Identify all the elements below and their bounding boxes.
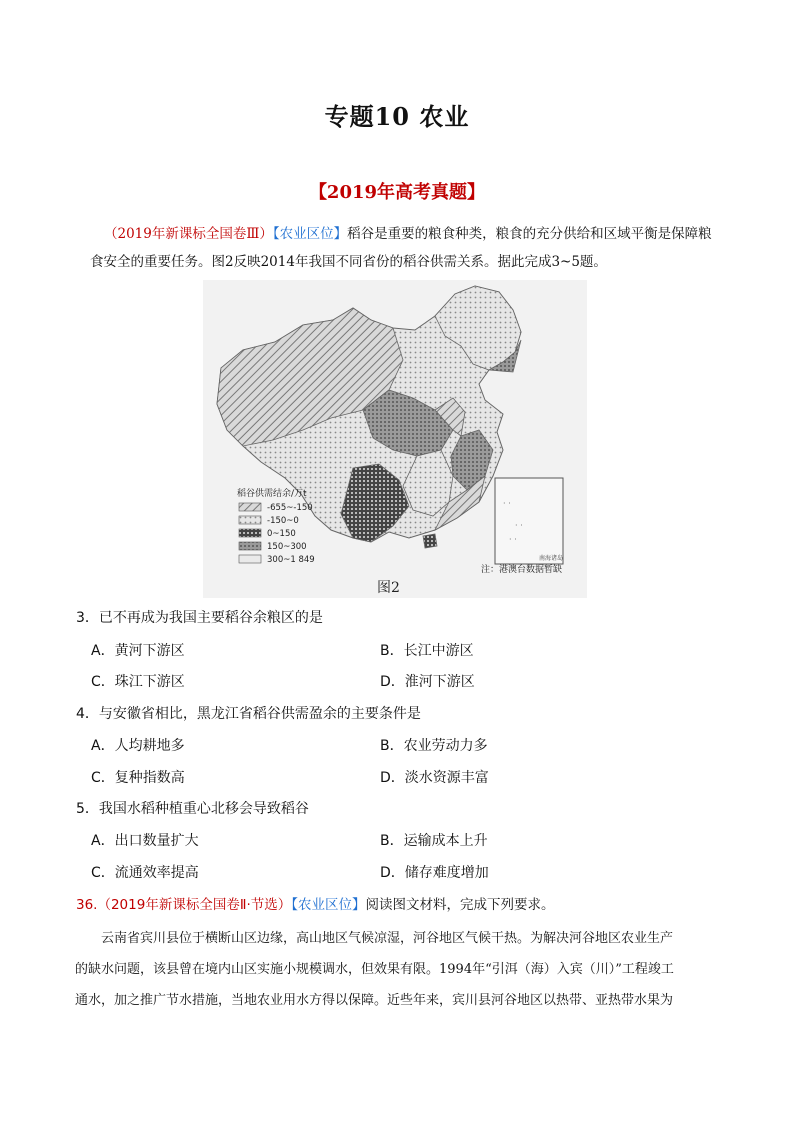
q36-source: 36.（2019年新课标全国卷Ⅱ·节选） <box>76 897 292 913</box>
q4-option-a[interactable]: A．人均耕地多 <box>91 738 185 754</box>
legend-item: -150~0 <box>267 516 299 526</box>
q5-option-c[interactable]: C．流通效率提高 <box>91 865 199 881</box>
china-rice-map-figure <box>203 280 587 598</box>
map-note: 注：港澳台数据暂缺 <box>481 565 563 575</box>
q3-option-c[interactable]: C．珠江下游区 <box>91 674 185 690</box>
legend-title: 稻谷供需结余/万t <box>237 489 307 499</box>
passage-line: 云南省宾川县位于横断山区边缘，高山地区气候凉湿，河谷地区气候干热。为解决河谷地区农业生产 <box>101 931 674 946</box>
q36-tag: 【农业区位】 <box>291 897 366 913</box>
q4-option-c[interactable]: C．复种指数高 <box>91 770 185 786</box>
q36-text: 阅读图文材料，完成下列要求。 <box>365 897 555 913</box>
figure-caption: 图2 <box>377 580 400 596</box>
svg-text:· ·: · · <box>503 499 511 508</box>
intro-line2: 食安全的重要任务。图2反映2014年我国不同省份的稻谷供需关系。据此完成3~5题。 <box>90 254 607 270</box>
svg-text:· ·: · · <box>515 521 523 530</box>
china-map-image <box>203 280 587 598</box>
legend-item: 150~300 <box>267 542 307 552</box>
page-title: 专题10 农业 <box>324 102 470 131</box>
q4-option-d[interactable]: D．淡水资源丰富 <box>380 770 489 786</box>
intro-line1: 稻谷是重要的粮食种类，粮食的充分供给和区域平衡是保障粮 <box>347 226 712 242</box>
question-3-stem: 3．已不再成为我国主要稻谷余粮区的是 <box>76 610 323 626</box>
question-36-heading <box>76 893 555 913</box>
q3-option-d[interactable]: D．淮河下游区 <box>380 674 475 690</box>
intro-source: （2019年新课标全国卷Ⅲ） <box>104 226 273 242</box>
inset-label: 南海诸岛 <box>539 555 564 562</box>
q4-option-b[interactable]: B．农业劳动力多 <box>380 738 488 754</box>
question-5-stem: 5．我国水稻种植重心北移会导致稻谷 <box>76 801 309 817</box>
legend-item: -655~-150 <box>267 503 313 513</box>
q5-option-d[interactable]: D．储存难度增加 <box>380 865 489 881</box>
svg-text:· ·: · · <box>509 535 517 544</box>
q3-option-b[interactable]: B．长江中游区 <box>380 643 474 659</box>
legend-item: 300~1 849 <box>267 555 315 565</box>
intro-paragraph <box>90 220 730 276</box>
q3-option-a[interactable]: A．黄河下游区 <box>91 643 185 659</box>
q36-passage <box>75 923 725 1016</box>
passage-line: 通水，加之推广节水措施，当地农业用水方得以保障。近些年来，宾川县河谷地区以热带、亚热带水果为 <box>75 993 674 1008</box>
q5-option-a[interactable]: A．出口数量扩大 <box>91 833 199 849</box>
passage-line: 的缺水问题，该县曾在境内山区实施小规模调水，但效果有限。1994年“引洱（海）入宾（川）”工程竣工 <box>75 962 674 977</box>
legend-item: 0~150 <box>267 529 296 539</box>
section-subtitle: 【2019年高考真题】 <box>308 182 486 203</box>
q5-option-b[interactable]: B．运输成本上升 <box>380 833 488 849</box>
question-4-stem: 4．与安徽省相比，黑龙江省稻谷供需盈余的主要条件是 <box>76 706 421 722</box>
intro-tag: 【农业区位】 <box>272 226 348 242</box>
